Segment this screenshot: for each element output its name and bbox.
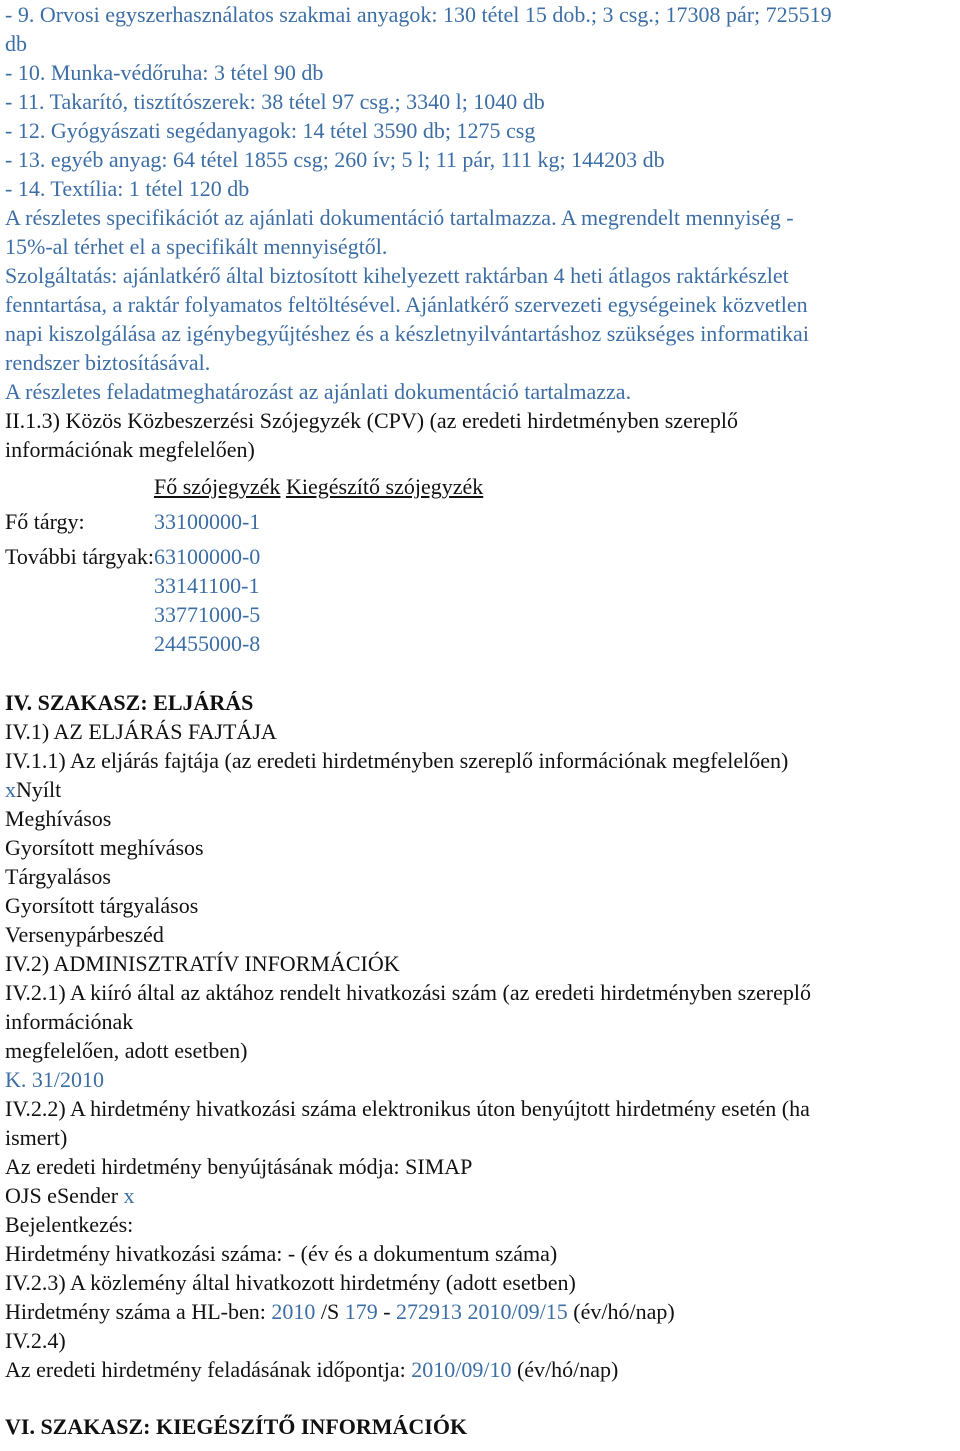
task-note: A részletes feladatmeghatározást az ajánlati dokumentáció tartalmazza. (5, 379, 632, 404)
service-line4: rendszer biztosításával. (5, 350, 211, 375)
cpv-col-main: Fő szójegyzék (153, 474, 281, 499)
section-iv-2-1-line2: információnak (5, 1009, 134, 1034)
spec-note-line1: A részletes specifikációt az ajánlati dokumentáció tartalmazza. A megrendelt mennyiség - (5, 205, 794, 230)
procedure-option: Meghívásos (5, 806, 112, 831)
item-10: - 10. Munka-védőruha: 3 tétel 90 db (5, 60, 324, 85)
hl-year: 2010 (271, 1299, 316, 1324)
hl-label: Hirdetmény száma a HL-ben: (5, 1299, 272, 1324)
section-iv-2-1-line1: IV.2.1) A kiíró által az aktához rendelt hivatkozási szám (az eredeti hirdetményben szereplő (5, 980, 811, 1005)
hl-number: 272913 (396, 1299, 463, 1324)
cpv-section (5, 406, 955, 658)
cpv-other-label: További tárgyak: (5, 544, 154, 569)
procedure-option-selected (5, 775, 955, 804)
hl-notice-number (5, 1297, 955, 1326)
procedure-option: Tárgyalásos (5, 864, 111, 889)
item-9: - 9. Orvosi egyszerhasználatos szakmai anyagok: 130 tétel 15 dob.; 3 csg.; 17308 pár; 725519 (5, 2, 832, 27)
hl-s-number: 179 (344, 1299, 378, 1324)
item-13: - 13. egyéb anyag: 64 tétel 1855 csg; 260 ív; 5 l; 11 pár, 111 kg; 144203 db (5, 147, 665, 172)
reference-number: K. 31/2010 (5, 1067, 104, 1092)
item-9-cont: db (5, 31, 27, 56)
section-iv-1-1: IV.1.1) Az eljárás fajtája (az eredeti hirdetményben szereplő információnak megfelelően) (5, 748, 789, 773)
login-label: Bejelentkezés: (5, 1212, 134, 1237)
cpv-main-label: Fő tárgy: (5, 509, 85, 534)
cpv-main-code: 33100000-1 (153, 509, 261, 534)
cpv-other-code-3: 33771000-5 (153, 602, 261, 627)
cpv-other-code-4: 24455000-8 (153, 631, 261, 656)
hl-date: 2010/09/15 (467, 1299, 568, 1324)
service-line3: napi kiszolgálása az igénybegyűjtéshez és a készletnyilvántartáshoz szükséges informatikai (5, 321, 809, 346)
section-iv-2-1-line3: megfelelően, adott esetben) (5, 1038, 248, 1063)
ojs-mark: x (123, 1183, 135, 1208)
procedure-option: Versenypárbeszéd (5, 922, 164, 947)
cpv-heading-line1: II.1.3) Közös Közbeszerzési Szójegyzék (CPV) (az eredeti hirdetményben szereplő (5, 408, 739, 433)
cpv-heading-line2: információnak megfelelően) (5, 437, 255, 462)
hl-dash: - (377, 1299, 397, 1324)
document-page (5, 0, 955, 1441)
service-line1: Szolgáltatás: ajánlatkérő által biztosított kihelyezett raktárban 4 heti átlagos raktárkészlet (5, 263, 789, 288)
section-iv-1: IV.1) AZ ELJÁRÁS FAJTÁJA (5, 719, 277, 744)
orig-date-label: Az eredeti hirdetmény feladásának időpontja: (5, 1357, 412, 1382)
top-items-block (5, 0, 955, 406)
cpv-other-row (5, 542, 483, 658)
notice-reference: Hirdetmény hivatkozási száma: - (év és a dokumentum száma) (5, 1241, 558, 1266)
cpv-other-code-2: 33141100-1 (153, 573, 260, 598)
procedure-option: Gyorsított meghívásos (5, 835, 204, 860)
section-iv-2-2-line2: ismert) (5, 1125, 68, 1150)
section-iv (5, 688, 955, 1384)
cpv-main-row (5, 507, 483, 536)
orig-date-suffix: (év/hó/nap) (511, 1357, 619, 1382)
section-vi-title: VI. SZAKASZ: KIEGÉSZÍTŐ INFORMÁCIÓK (5, 1414, 468, 1439)
orig-date-value: 2010/09/10 (411, 1357, 512, 1382)
submission-mode: Az eredeti hirdetmény benyújtásának módja: SIMAP (5, 1154, 473, 1179)
section-iv-2: IV.2) ADMINISZTRATÍV INFORMÁCIÓK (5, 951, 400, 976)
section-iv-2-3: IV.2.3) A közlemény által hivatkozott hirdetmény (adott esetben) (5, 1270, 576, 1295)
service-line2: fenntartása, a raktár folyamatos feltöltésével. Ajánlatkérő szervezeti egységeinek közvetlen (5, 292, 808, 317)
ojs-label: OJS eSender (5, 1183, 124, 1208)
section-iv-title: IV. SZAKASZ: ELJÁRÁS (5, 690, 254, 715)
hl-suffix: (év/hó/nap) (567, 1299, 675, 1324)
selected-mark: x (5, 777, 16, 802)
spec-note-line2: 15%-al térhet el a specifikált mennyiségtől. (5, 234, 388, 259)
ojs-esender (5, 1181, 955, 1210)
cpv-header-row (5, 472, 483, 501)
section-iv-2-2-line1: IV.2.2) A hirdetmény hivatkozási száma elektronikus úton benyújtott hirdetmény esetén (ha (5, 1096, 810, 1121)
section-iv-2-4: IV.2.4) (5, 1328, 66, 1353)
original-date (5, 1355, 955, 1384)
procedure-option: Gyorsított tárgyalásos (5, 893, 199, 918)
hl-s: /S (315, 1299, 345, 1324)
item-12: - 12. Gyógyászati segédanyagok: 14 tétel 3590 db; 1275 csg (5, 118, 536, 143)
cpv-col-extra: Kiegészítő szójegyzék (285, 474, 484, 499)
cpv-table (5, 472, 483, 658)
item-14: - 14. Textília: 1 tétel 120 db (5, 176, 250, 201)
item-11: - 11. Takarító, tisztítószerek: 38 tétel 97 csg.; 3340 l; 1040 db (5, 89, 545, 114)
cpv-other-code-1: 63100000-0 (153, 544, 261, 569)
option-open: Nyílt (16, 777, 62, 802)
